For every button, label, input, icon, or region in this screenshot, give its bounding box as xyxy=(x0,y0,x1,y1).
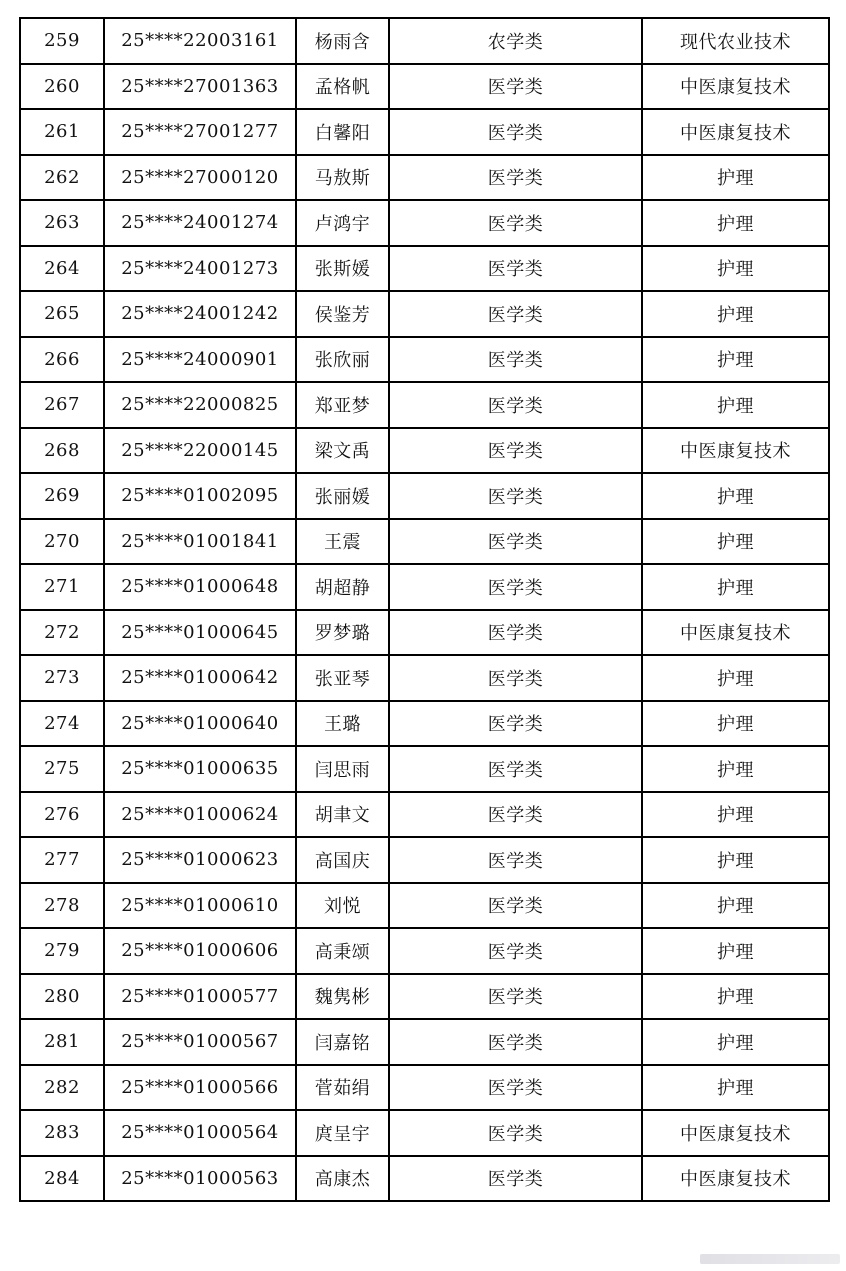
major-cell: 护理 xyxy=(642,382,829,428)
table-row xyxy=(20,473,829,519)
major-cell: 护理 xyxy=(642,837,829,883)
row-number-cell: 268 xyxy=(20,428,104,474)
student-name-cell: 胡超静 xyxy=(296,564,389,610)
row-number-cell: 281 xyxy=(20,1019,104,1065)
exam-id-cell: 25****27001277 xyxy=(104,109,296,155)
exam-id-cell: 25****01000640 xyxy=(104,701,296,747)
student-name-cell: 高国庆 xyxy=(296,837,389,883)
table-row xyxy=(20,291,829,337)
exam-id-cell: 25****24001273 xyxy=(104,246,296,292)
major-cell: 护理 xyxy=(642,291,829,337)
exam-id-cell: 25****27000120 xyxy=(104,155,296,201)
table-row xyxy=(20,64,829,110)
table-row xyxy=(20,1019,829,1065)
major-cell: 现代农业技术 xyxy=(642,18,829,64)
row-number-cell: 283 xyxy=(20,1110,104,1156)
exam-id-cell: 25****01000606 xyxy=(104,928,296,974)
row-number-cell: 262 xyxy=(20,155,104,201)
major-cell: 护理 xyxy=(642,1019,829,1065)
row-number-cell: 263 xyxy=(20,200,104,246)
category-cell: 医学类 xyxy=(389,655,642,701)
major-cell: 中医康复技术 xyxy=(642,64,829,110)
row-number-cell: 284 xyxy=(20,1156,104,1202)
major-cell: 护理 xyxy=(642,519,829,565)
exam-id-cell: 25****01000635 xyxy=(104,746,296,792)
row-number-cell: 282 xyxy=(20,1065,104,1111)
student-name-cell: 孟格帆 xyxy=(296,64,389,110)
major-cell: 护理 xyxy=(642,883,829,929)
major-cell: 护理 xyxy=(642,974,829,1020)
student-name-cell: 张丽媛 xyxy=(296,473,389,519)
row-number-cell: 271 xyxy=(20,564,104,610)
student-name-cell: 庹呈宇 xyxy=(296,1110,389,1156)
category-cell: 医学类 xyxy=(389,1019,642,1065)
student-name-cell: 王震 xyxy=(296,519,389,565)
category-cell: 医学类 xyxy=(389,1156,642,1202)
exam-id-cell: 25****01000564 xyxy=(104,1110,296,1156)
exam-id-cell: 25****01000567 xyxy=(104,1019,296,1065)
major-cell: 护理 xyxy=(642,155,829,201)
row-number-cell: 272 xyxy=(20,610,104,656)
row-number-cell: 274 xyxy=(20,701,104,747)
category-cell: 医学类 xyxy=(389,928,642,974)
student-name-cell: 魏隽彬 xyxy=(296,974,389,1020)
table-row xyxy=(20,746,829,792)
exam-id-cell: 25****27001363 xyxy=(104,64,296,110)
category-cell: 医学类 xyxy=(389,883,642,929)
student-name-cell: 郑亚梦 xyxy=(296,382,389,428)
student-name-cell: 高康杰 xyxy=(296,1156,389,1202)
major-cell: 护理 xyxy=(642,564,829,610)
table-row xyxy=(20,655,829,701)
category-cell: 医学类 xyxy=(389,1110,642,1156)
exam-id-cell: 25****01000577 xyxy=(104,974,296,1020)
category-cell: 医学类 xyxy=(389,291,642,337)
student-roster-table xyxy=(19,17,830,1202)
category-cell: 医学类 xyxy=(389,1065,642,1111)
row-number-cell: 278 xyxy=(20,883,104,929)
category-cell: 医学类 xyxy=(389,837,642,883)
exam-id-cell: 25****01000563 xyxy=(104,1156,296,1202)
table-row xyxy=(20,883,829,929)
category-cell: 医学类 xyxy=(389,200,642,246)
student-name-cell: 菅茹绢 xyxy=(296,1065,389,1111)
category-cell: 医学类 xyxy=(389,337,642,383)
student-name-cell: 罗梦璐 xyxy=(296,610,389,656)
category-cell: 医学类 xyxy=(389,155,642,201)
exam-id-cell: 25****01000610 xyxy=(104,883,296,929)
row-number-cell: 279 xyxy=(20,928,104,974)
row-number-cell: 267 xyxy=(20,382,104,428)
table-row xyxy=(20,974,829,1020)
major-cell: 护理 xyxy=(642,200,829,246)
table-row xyxy=(20,382,829,428)
category-cell: 医学类 xyxy=(389,701,642,747)
table-row xyxy=(20,428,829,474)
row-number-cell: 273 xyxy=(20,655,104,701)
student-name-cell: 高秉颂 xyxy=(296,928,389,974)
table-row xyxy=(20,109,829,155)
student-name-cell: 胡聿文 xyxy=(296,792,389,838)
student-name-cell: 白馨阳 xyxy=(296,109,389,155)
exam-id-cell: 25****01000624 xyxy=(104,792,296,838)
row-number-cell: 280 xyxy=(20,974,104,1020)
student-name-cell: 杨雨含 xyxy=(296,18,389,64)
category-cell: 医学类 xyxy=(389,246,642,292)
student-name-cell: 张亚琴 xyxy=(296,655,389,701)
table-row xyxy=(20,792,829,838)
exam-id-cell: 25****22000825 xyxy=(104,382,296,428)
student-name-cell: 侯鉴芳 xyxy=(296,291,389,337)
row-number-cell: 259 xyxy=(20,18,104,64)
category-cell: 医学类 xyxy=(389,109,642,155)
table-row xyxy=(20,610,829,656)
table-row xyxy=(20,519,829,565)
major-cell: 护理 xyxy=(642,701,829,747)
exam-id-cell: 25****24001242 xyxy=(104,291,296,337)
student-name-cell: 王璐 xyxy=(296,701,389,747)
watermark xyxy=(700,1254,840,1264)
table-row xyxy=(20,1110,829,1156)
table-row xyxy=(20,200,829,246)
major-cell: 中医康复技术 xyxy=(642,1110,829,1156)
table-row xyxy=(20,18,829,64)
exam-id-cell: 25****22000145 xyxy=(104,428,296,474)
row-number-cell: 270 xyxy=(20,519,104,565)
student-name-cell: 张欣丽 xyxy=(296,337,389,383)
student-name-cell: 张斯媛 xyxy=(296,246,389,292)
table-row xyxy=(20,1065,829,1111)
row-number-cell: 265 xyxy=(20,291,104,337)
major-cell: 中医康复技术 xyxy=(642,109,829,155)
student-name-cell: 卢鸿宇 xyxy=(296,200,389,246)
major-cell: 护理 xyxy=(642,655,829,701)
major-cell: 护理 xyxy=(642,792,829,838)
major-cell: 中医康复技术 xyxy=(642,1156,829,1202)
row-number-cell: 277 xyxy=(20,837,104,883)
table-row xyxy=(20,155,829,201)
category-cell: 农学类 xyxy=(389,18,642,64)
row-number-cell: 264 xyxy=(20,246,104,292)
table-row xyxy=(20,701,829,747)
category-cell: 医学类 xyxy=(389,64,642,110)
major-cell: 护理 xyxy=(642,246,829,292)
major-cell: 护理 xyxy=(642,473,829,519)
exam-id-cell: 25****01000648 xyxy=(104,564,296,610)
major-cell: 护理 xyxy=(642,746,829,792)
student-name-cell: 马敖斯 xyxy=(296,155,389,201)
exam-id-cell: 25****01000642 xyxy=(104,655,296,701)
roster-body xyxy=(20,18,829,1201)
category-cell: 医学类 xyxy=(389,974,642,1020)
exam-id-cell: 25****01002095 xyxy=(104,473,296,519)
table-row xyxy=(20,1156,829,1202)
major-cell: 护理 xyxy=(642,1065,829,1111)
exam-id-cell: 25****01000623 xyxy=(104,837,296,883)
table-row xyxy=(20,564,829,610)
student-name-cell: 闫思雨 xyxy=(296,746,389,792)
student-name-cell: 梁文禹 xyxy=(296,428,389,474)
table-row xyxy=(20,928,829,974)
exam-id-cell: 25****01001841 xyxy=(104,519,296,565)
table-row xyxy=(20,837,829,883)
category-cell: 医学类 xyxy=(389,610,642,656)
major-cell: 护理 xyxy=(642,337,829,383)
row-number-cell: 276 xyxy=(20,792,104,838)
exam-id-cell: 25****22003161 xyxy=(104,18,296,64)
exam-id-cell: 25****24000901 xyxy=(104,337,296,383)
category-cell: 医学类 xyxy=(389,473,642,519)
major-cell: 护理 xyxy=(642,928,829,974)
exam-id-cell: 25****01000566 xyxy=(104,1065,296,1111)
row-number-cell: 269 xyxy=(20,473,104,519)
exam-id-cell: 25****01000645 xyxy=(104,610,296,656)
row-number-cell: 261 xyxy=(20,109,104,155)
category-cell: 医学类 xyxy=(389,428,642,474)
category-cell: 医学类 xyxy=(389,519,642,565)
student-name-cell: 刘悦 xyxy=(296,883,389,929)
major-cell: 中医康复技术 xyxy=(642,610,829,656)
category-cell: 医学类 xyxy=(389,382,642,428)
table-row xyxy=(20,337,829,383)
row-number-cell: 275 xyxy=(20,746,104,792)
category-cell: 医学类 xyxy=(389,792,642,838)
category-cell: 医学类 xyxy=(389,746,642,792)
exam-id-cell: 25****24001274 xyxy=(104,200,296,246)
table-row xyxy=(20,246,829,292)
major-cell: 中医康复技术 xyxy=(642,428,829,474)
row-number-cell: 266 xyxy=(20,337,104,383)
student-name-cell: 闫嘉铭 xyxy=(296,1019,389,1065)
category-cell: 医学类 xyxy=(389,564,642,610)
row-number-cell: 260 xyxy=(20,64,104,110)
